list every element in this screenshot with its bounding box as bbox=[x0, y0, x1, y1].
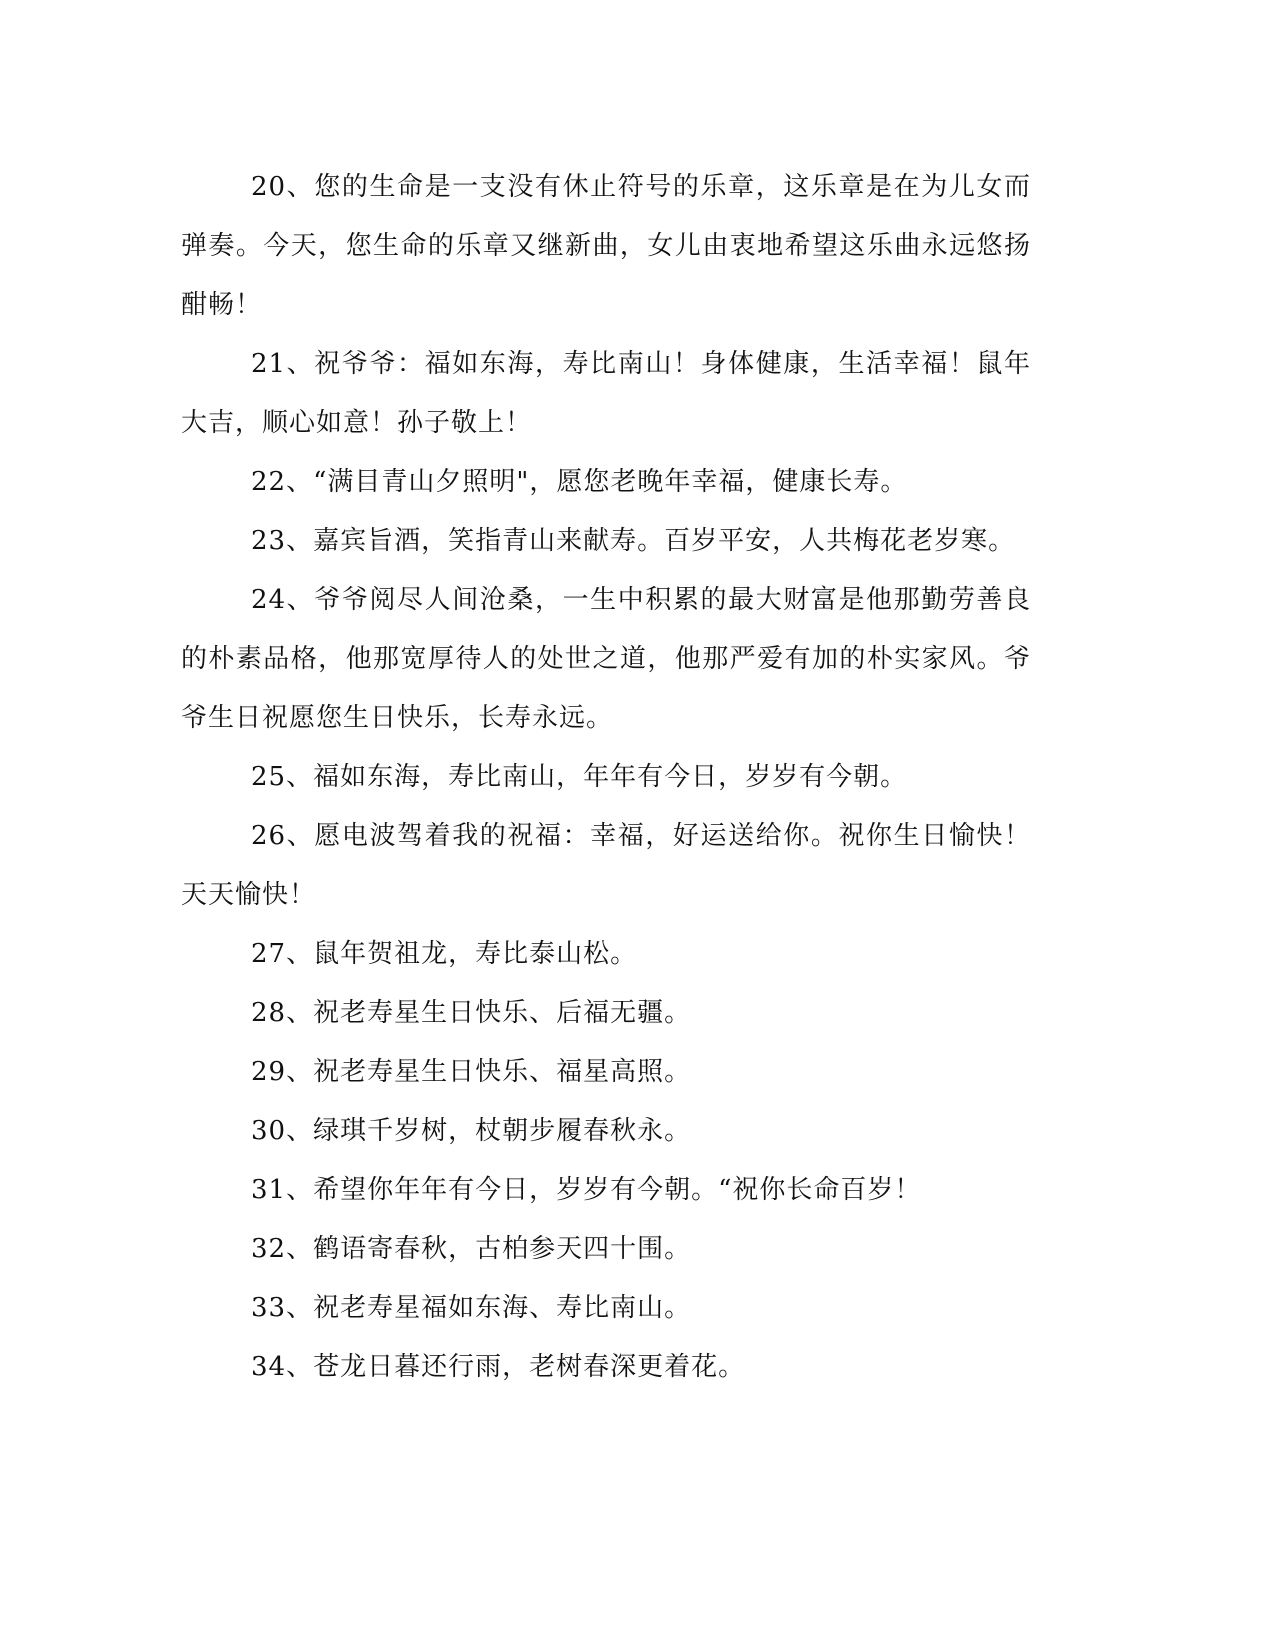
paragraph-34: 34、苍龙日暮还行雨，老树春深更着花。 bbox=[251, 1352, 746, 1382]
paragraph-27: 27、鼠年贺祖龙，寿比泰山松。 bbox=[251, 939, 638, 969]
document-body bbox=[181, 158, 1031, 1397]
paragraph-20: 20、您的生命是一支没有休止符号的乐章，这乐章是在为儿女而弹奏。今天，您生命的乐章又继新曲，女儿由衷地希望这乐曲永远悠扬酣畅！ bbox=[181, 172, 1031, 320]
paragraph-31: 31、希望你年年有今日，岁岁有今朝。“祝你长命百岁！ bbox=[251, 1175, 922, 1205]
paragraph-23: 23、嘉宾旨酒，笑指青山来献寿。百岁平安，人共梅花老岁寒。 bbox=[251, 526, 1016, 556]
paragraph-22: 22、“满目青山夕照明"，愿您老晚年幸福，健康长寿。 bbox=[251, 467, 908, 497]
paragraph-30: 30、绿琪千岁树，杖朝步履春秋永。 bbox=[251, 1116, 692, 1146]
paragraph-26: 26、愿电波驾着我的祝福：幸福，好运送给你。祝你生日愉快！天天愉快！ bbox=[181, 821, 1031, 910]
paragraph-32: 32、鹤语寄春秋，古柏参天四十围。 bbox=[251, 1234, 692, 1264]
paragraph-28: 28、祝老寿星生日快乐、后福无疆。 bbox=[251, 998, 692, 1028]
paragraph-25: 25、福如东海，寿比南山，年年有今日，岁岁有今朝。 bbox=[251, 762, 908, 792]
paragraph-24: 24、爷爷阅尽人间沧桑，一生中积累的最大财富是他那勤劳善良的朴素品格，他那宽厚待人的处世之道，他那严爱有加的朴实家风。爷爷生日祝愿您生日快乐，长寿永远。 bbox=[181, 585, 1031, 733]
paragraph-29: 29、祝老寿星生日快乐、福星高照。 bbox=[251, 1057, 692, 1087]
paragraph-21: 21、祝爷爷：福如东海，寿比南山！身体健康，生活幸福！鼠年大吉，顺心如意！孙子敬上！ bbox=[181, 349, 1031, 438]
paragraph-33: 33、祝老寿星福如东海、寿比南山。 bbox=[251, 1293, 692, 1323]
